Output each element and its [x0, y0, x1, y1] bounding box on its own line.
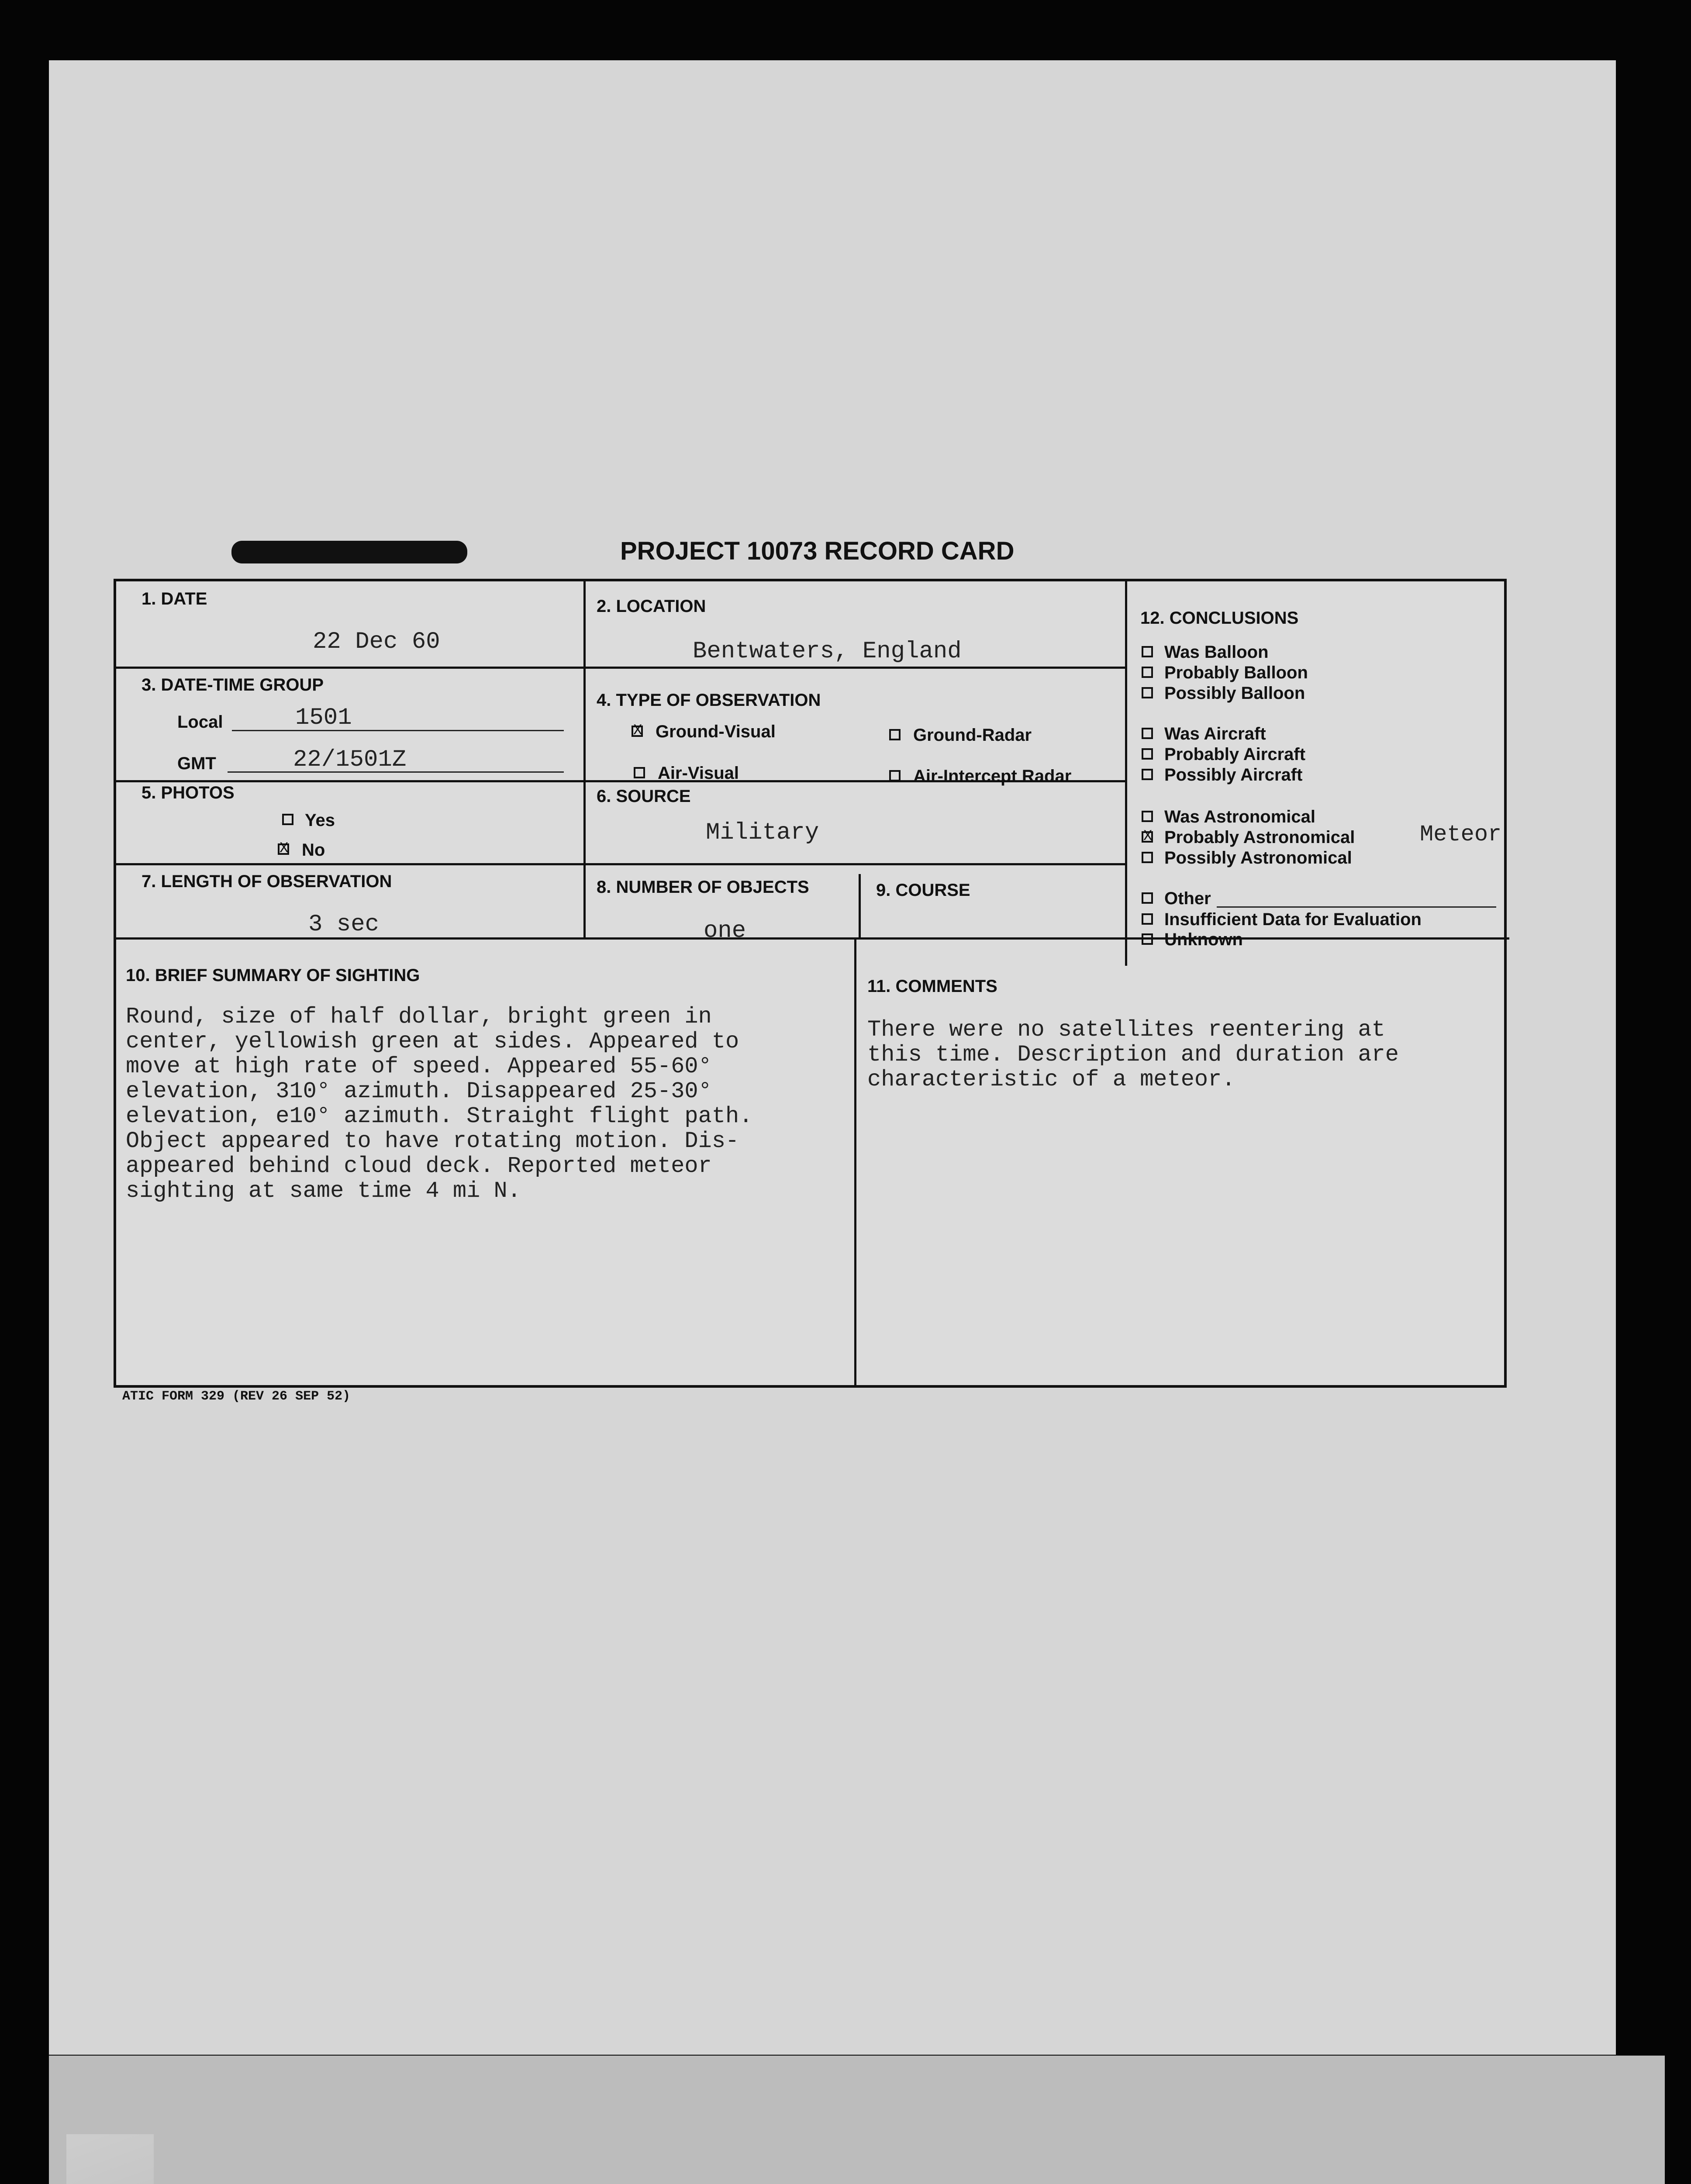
probably-astronomical-checkbox[interactable]: X [1142, 831, 1153, 843]
length-of-observation-value: 3 sec [308, 911, 380, 938]
ground-radar-checkbox[interactable] [889, 729, 901, 740]
number-of-objects-value: one [704, 918, 746, 944]
divider [859, 874, 861, 937]
was-astronomical-checkbox[interactable] [1142, 811, 1153, 822]
card-title: PROJECT 10073 RECORD CARD [620, 537, 1015, 565]
probably-aircraft-option: Probably Aircraft [1164, 745, 1306, 764]
possibly-aircraft-option: Possibly Aircraft [1164, 765, 1303, 784]
unknown-option: Unknown [1164, 930, 1243, 949]
photos-no-option: No [302, 840, 325, 860]
possibly-aircraft-checkbox[interactable] [1142, 769, 1153, 780]
other-underline [1217, 906, 1496, 908]
course-label: 9. COURSE [876, 881, 970, 900]
scan-smudge [66, 2134, 154, 2184]
source-value: Military [706, 819, 819, 846]
probably-balloon-option: Probably Balloon [1164, 663, 1308, 682]
ground-radar-option: Ground-Radar [913, 726, 1032, 745]
scan-background-strip [49, 2056, 1665, 2184]
date-label: 1. DATE [141, 589, 207, 608]
location-label: 2. LOCATION [597, 597, 706, 616]
insufficient-data-checkbox[interactable] [1142, 913, 1153, 925]
was-balloon-checkbox[interactable] [1142, 646, 1153, 657]
probably-aircraft-checkbox[interactable] [1142, 748, 1153, 760]
form-identifier: ATIC FORM 329 (REV 26 SEP 52) [122, 1389, 351, 1404]
ground-visual-checkbox[interactable]: X [632, 726, 643, 737]
divider [1125, 581, 1127, 966]
possibly-astronomical-option: Possibly Astronomical [1164, 848, 1352, 867]
type-of-observation-label: 4. TYPE OF OBSERVATION [597, 691, 821, 710]
unknown-checkbox[interactable] [1142, 933, 1153, 945]
air-visual-checkbox[interactable] [634, 767, 645, 778]
air-visual-option: Air-Visual [658, 764, 739, 783]
other-option: Other [1164, 889, 1211, 908]
photos-label: 5. PHOTOS [141, 783, 235, 802]
probably-balloon-checkbox[interactable] [1142, 667, 1153, 678]
date-time-group-label: 3. DATE-TIME GROUP [141, 675, 324, 695]
location-value: Bentwaters, England [693, 638, 962, 665]
photos-yes-option: Yes [305, 811, 335, 830]
divider [854, 937, 856, 1387]
local-underline [232, 730, 564, 731]
comments-label: 11. COMMENTS [867, 977, 997, 996]
possibly-balloon-checkbox[interactable] [1142, 687, 1153, 698]
length-of-observation-label: 7. LENGTH OF OBSERVATION [141, 872, 392, 891]
divider [583, 581, 586, 937]
photos-no-checkbox[interactable]: X [278, 843, 289, 855]
probably-astronomical-option: Probably Astronomical [1164, 828, 1355, 847]
source-label: 6. SOURCE [597, 787, 691, 806]
divider [116, 863, 1125, 865]
summary-text: Round, size of half dollar, bright green in center, yellowish green at sides. Appeared to move at high rate of speed. Appeared 55-60° elevation, 310° azimuth. Disappeared 25-30° elevation, e10° azimuth. Straight flight path. Object appeared to have rotating motion. Dis- appeared behind cloud deck. Reported meteor sighting at same time 4 mi N. [126, 1004, 753, 1204]
gmt-label: GMT [177, 754, 216, 773]
insufficient-data-option: Insufficient Data for Evaluation [1164, 910, 1422, 929]
ground-visual-option: Ground-Visual [656, 722, 776, 741]
summary-label: 10. BRIEF SUMMARY OF SIGHTING [126, 966, 420, 985]
was-balloon-option: Was Balloon [1164, 643, 1269, 662]
possibly-astronomical-checkbox[interactable] [1142, 852, 1153, 863]
number-of-objects-label: 8. NUMBER OF OBJECTS [597, 878, 809, 897]
local-value: 1501 [295, 705, 352, 731]
date-value: 22 Dec 60 [313, 629, 440, 655]
was-aircraft-checkbox[interactable] [1142, 728, 1153, 739]
other-checkbox[interactable] [1142, 892, 1153, 904]
conclusions-label: 12. CONCLUSIONS [1140, 608, 1299, 628]
photos-yes-checkbox[interactable] [282, 814, 293, 825]
possibly-balloon-option: Possibly Balloon [1164, 684, 1305, 703]
gmt-value: 22/1501Z [293, 746, 407, 773]
redaction-bar [231, 541, 467, 563]
air-intercept-radar-checkbox[interactable] [889, 770, 901, 781]
air-intercept-radar-option: Air-Intercept Radar [913, 767, 1072, 786]
was-aircraft-option: Was Aircraft [1164, 724, 1266, 743]
handwritten-note: Meteor [1420, 822, 1502, 847]
local-label: Local [177, 712, 223, 732]
divider [116, 667, 1125, 669]
was-astronomical-option: Was Astronomical [1164, 807, 1315, 826]
record-card [114, 579, 1507, 1388]
comments-text: There were no satellites reentering at this time. Description and duration are characteristic of a meteor. [867, 1017, 1399, 1092]
